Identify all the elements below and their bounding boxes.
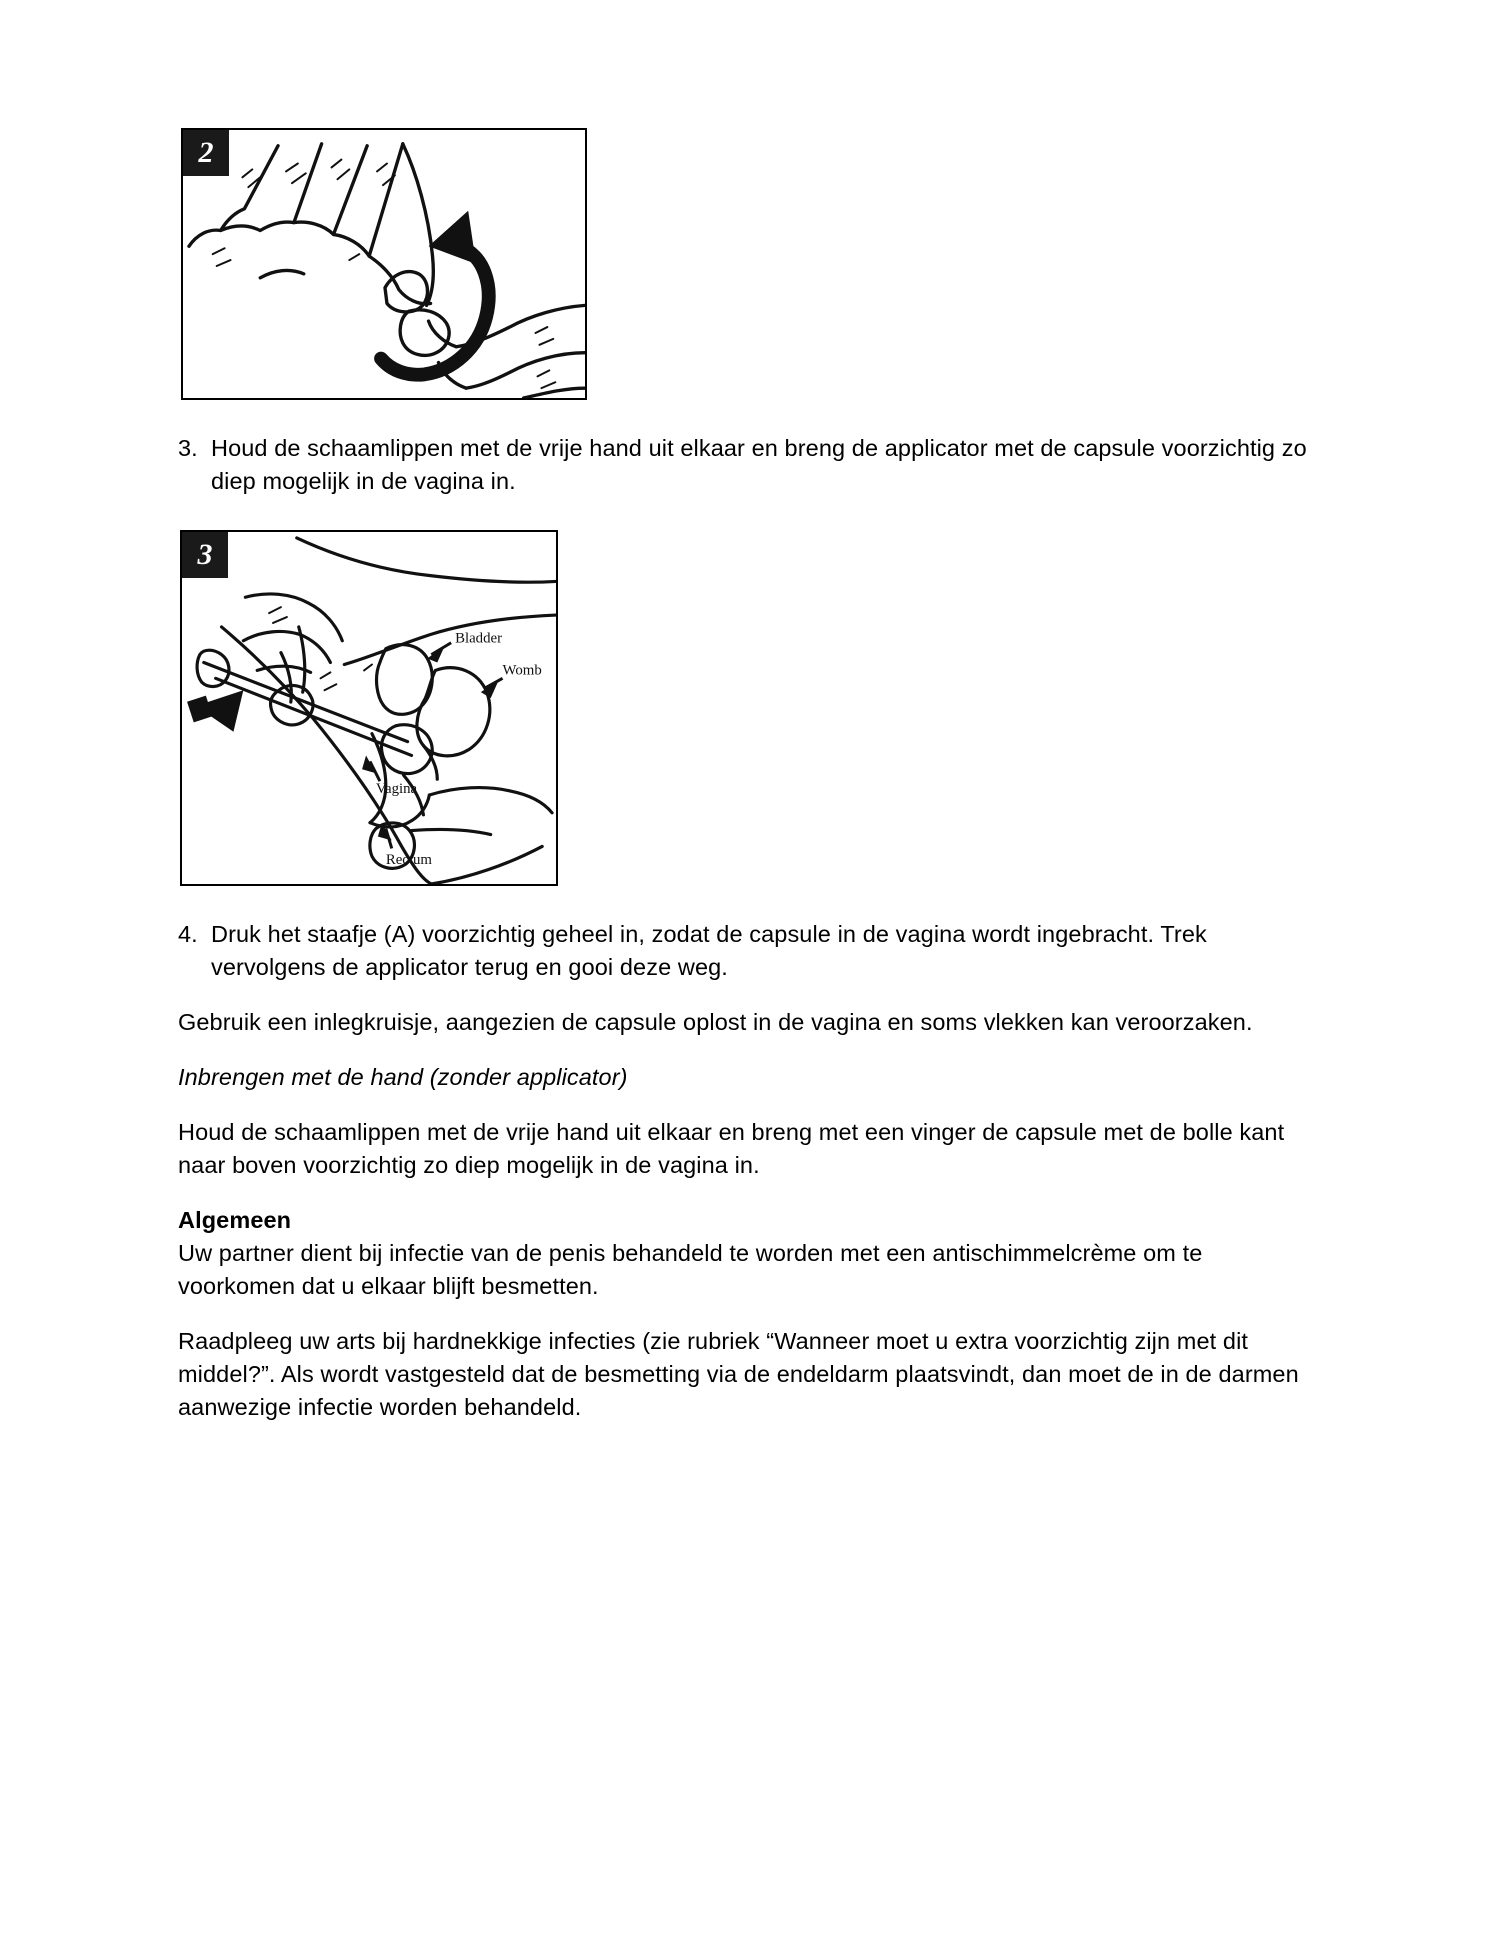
paragraph-hand-insertion: Houd de schaamlippen met de vrije hand uit elkaar en breng met een vinger de capsule met de bolle kant naar boven voorzichtig zo diep mogelijk in de vagina in. [178, 1119, 1285, 1178]
anatomy-label-vagina [362, 755, 417, 797]
label-vagina-text: Vagina [375, 781, 418, 798]
page-content [178, 128, 1314, 1424]
figure-2-badge: 2 [183, 130, 229, 176]
anatomy-label-womb [481, 662, 542, 698]
insertion-arrow-icon [187, 690, 243, 732]
figure-2-artwork [183, 130, 585, 398]
label-rectum-text: Rectum [385, 852, 432, 869]
label-womb-text: Womb [502, 662, 542, 679]
label-bladder-text: Bladder [455, 630, 503, 647]
step-4-text: Druk het staafje (A) voorzichtig geheel in, zodat de capsule in de vagina wordt ingebracht. Trek vervolgens de applicator terug en gooi deze weg. [211, 921, 1207, 980]
anatomy-label-bladder [427, 631, 502, 663]
figure-3-illustration [180, 530, 558, 886]
figure-3-badge: 3 [182, 532, 228, 578]
step-3-number: 3. [178, 435, 198, 461]
rotation-arrow-icon [381, 211, 489, 375]
paragraph-doctor: Raadpleeg uw arts bij hardnekkige infecties (zie rubriek “Wanneer moet u extra voorzichtig zijn met dit middel?”. Als wordt vastgesteld dat de besmetting via de endeldarm plaatsvindt, dan moet de in de darmen aanwezige infectie worden behandeld. [178, 1328, 1299, 1420]
figure-2-illustration [181, 128, 587, 400]
heading-hand-insertion: Inbrengen met de hand (zonder applicator) [178, 1064, 628, 1090]
paragraph-pantyliner: Gebruik een inlegkruisje, aangezien de capsule oplost in de vagina en soms vlekken kan veroorzaken. [178, 1009, 1253, 1035]
instruction-step-3 [178, 432, 1314, 498]
step-4-number: 4. [178, 921, 198, 947]
heading-general: Algemeen [178, 1207, 292, 1233]
step-3-text: Houd de schaamlippen met de vrije hand uit elkaar en breng de applicator met de capsule voorzichtig zo diep mogelijk in de vagina in. [211, 435, 1307, 494]
figure-3-artwork [182, 532, 556, 884]
paragraph-partner: Uw partner dient bij infectie van de penis behandeld te worden met een antischimmelcrème om te voorkomen dat u elkaar blijft besmetten. [178, 1240, 1203, 1299]
instruction-step-4 [178, 918, 1314, 984]
